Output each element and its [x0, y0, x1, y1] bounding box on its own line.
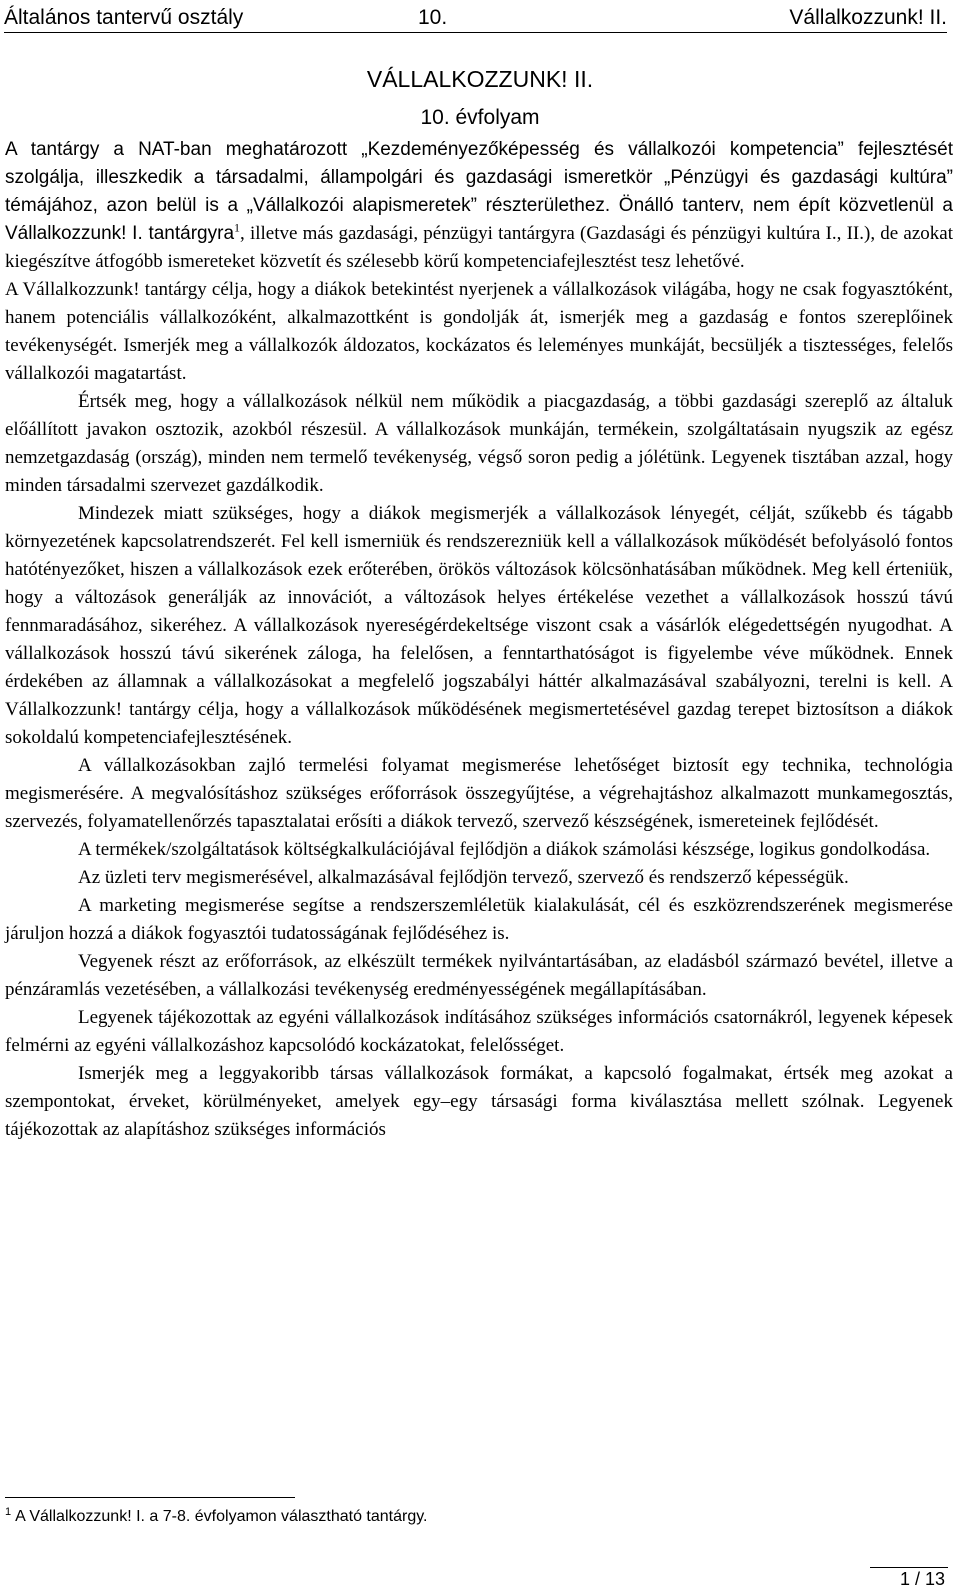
body-text: [5, 136, 953, 1144]
intro-paragraph: [5, 136, 953, 276]
paragraph: Vegyenek részt az erőforrások, az elkészült termékek nyilvántartásában, az eladásból származó bevétel, illetve a pénzáramlás vezetésében, a vállalkozási tevékenység eredményességének megállapításában.: [5, 951, 953, 1000]
paragraph: A marketing megismerése segítse a rendszerszemléletük kialakulását, cél és eszközrendszerének megismerése járuljon hozzá a diákok fogyasztói tudatosságának fejlődéséhez is.: [5, 895, 953, 944]
intro-paragraph-part2: , illetve más gazdasági, pénzügyi tantárgyra (Gazdasági és pénzügyi kultúra I., II.), de azokat kiegészítve átfogóbb ismereteket közvetít és szélesebb körű kompetenciafejlesztést tesz lehetővé.: [5, 223, 953, 272]
document-subtitle: 10. évfolyam: [420, 106, 540, 129]
paragraph: A termékek/szolgáltatások költségkalkulációjával fejlődjön a diákok számolási készsége, logikus gondolkodása.: [78, 839, 931, 860]
footnote-text: A Vállalkozzunk! I. a 7-8. évfolyamon választható tantárgy.: [15, 1508, 428, 1525]
intro-paragraph-part1: A tantárgy a NAT-ban meghatározott „Kezdeményezőképesség és vállalkozói kompetencia” fejlesztését szolgálja, illeszkedik a társadalmi, állampolgári és gazdasági ismeretkör „Pénzügyi és gazdasági kultúra” témájához, azon belül is a „Vállalkozói alapismeretek” részterülethez. Önálló tanterv, nem épít közvetlenül a Vállalkozzunk! I. tantárgyra: [5, 139, 953, 244]
header-right: Vállalkozzunk! II.: [789, 6, 947, 29]
paragraph: Értsék meg, hogy a vállalkozások nélkül nem működik a piacgazdaság, a többi gazdasági szereplő az általuk előállított javakon osztozik, azokból részesül. A vállalkozások munkáján, termékein, szolgáltatásain nyugszik az egész nemzetgazdaság (ország), minden nem termelő tevékenység, végső soron pedig a jólétünk. Legyenek tisztában azzal, hogy minden társadalmi szervezet gazdálkodik.: [5, 391, 953, 496]
footnote-reference[interactable]: 1: [234, 220, 241, 235]
header-center: 10.: [418, 6, 448, 29]
paragraph: A Vállalkozzunk! tantárgy célja, hogy a diákok betekintést nyerjenek a vállalkozások világába, hogy ne csak fogyasztóként, hanem potenciális vállalkozóként, alkalmazottként is gondolják át, ismerjék meg a gazdaság e fontos szereplőinek tevékenységét. Ismerjék meg a vállalkozók áldozatos, kockázatos és leleményes munkáját, becsüljék a tisztességes, felelős vállalkozói magatartást.: [5, 279, 953, 384]
header-left: Általános tantervű osztály: [4, 6, 244, 29]
paragraph: Legyenek tájékozottak az egyéni vállalkozások indításához szükséges információs csatornákról, legyenek képesek felmérni az egyéni vállalkozáshoz kapcsolódó kockázatokat, felelősséget.: [5, 1007, 953, 1056]
paragraph: A vállalkozásokban zajló termelési folyamat megismerése lehetőséget biztosít egy technika, technológia megismerésére. A megvalósításhoz szükséges erőforrások összegyűjtése, a végrehajtáshoz alkalmazott munkamegosztás, szervezés, folyamatellenőrzés tapasztalatai erősíti a diákok tervező, szervező készségének, ismereteinek fejlődését.: [5, 755, 953, 832]
footnote: [5, 1506, 428, 1528]
paragraph: Ismerjék meg a leggyakoribb társas vállalkozások formákat, a kapcsoló fogalmakat, értsék meg azokat a szempontokat, érveket, körülményeket, amelyek egy–egy társasági forma kiválasztása mellett szólnak. Legyenek tájékozottak az alapításhoz szükséges információs: [5, 1063, 953, 1140]
paragraph: Az üzleti terv megismerésével, alkalmazásával fejlődjön tervező, szervező és rendszerző képességük.: [78, 867, 849, 888]
page-number: 1 / 13: [899, 1569, 945, 1589]
running-header: [4, 4, 947, 33]
document-title: VÁLLALKOZZUNK! II.: [366, 66, 594, 92]
footnote-divider: [5, 1497, 295, 1498]
paragraph: Mindezek miatt szükséges, hogy a diákok megismerjék a vállalkozások lényegét, célját, szűkebb és tágabb környezetének kapcsolatrendszerét. Fel kell ismerniük és rendszerezniük kell a vállalkozások működését befolyásoló fontos hatótényezőket, hiszen a vállalkozások ezek erőterében, örökös változások kölcsönhatásában működnek. Meg kell érteniük, hogy a változások generálják az innovációt, a változások helyes értékelése vezethet a vállalkozások hosszú távú fennmaradásához, sikeréhez. A vállalkozások nyereségérdekeltsége viszont csak a vásárlók elégedettségén nyugodhat. A vállalkozások hosszú távú sikerének záloga, ha felelősen, a fenntarthatóságot is figyelembe véve működnek. Ennek érdekében az államnak a vállalkozásokat a megfelelő jogszabályi háttér alkalmazásával szabályozni, terelni is kell. A Vállalkozzunk! tantárgy célja, hogy a vállalkozások működésének megismertetésével gazdag terepet biztosítson a diákok sokoldalú kompetenciafejlesztésének.: [5, 503, 953, 748]
footnote-mark: 1: [5, 1505, 12, 1518]
